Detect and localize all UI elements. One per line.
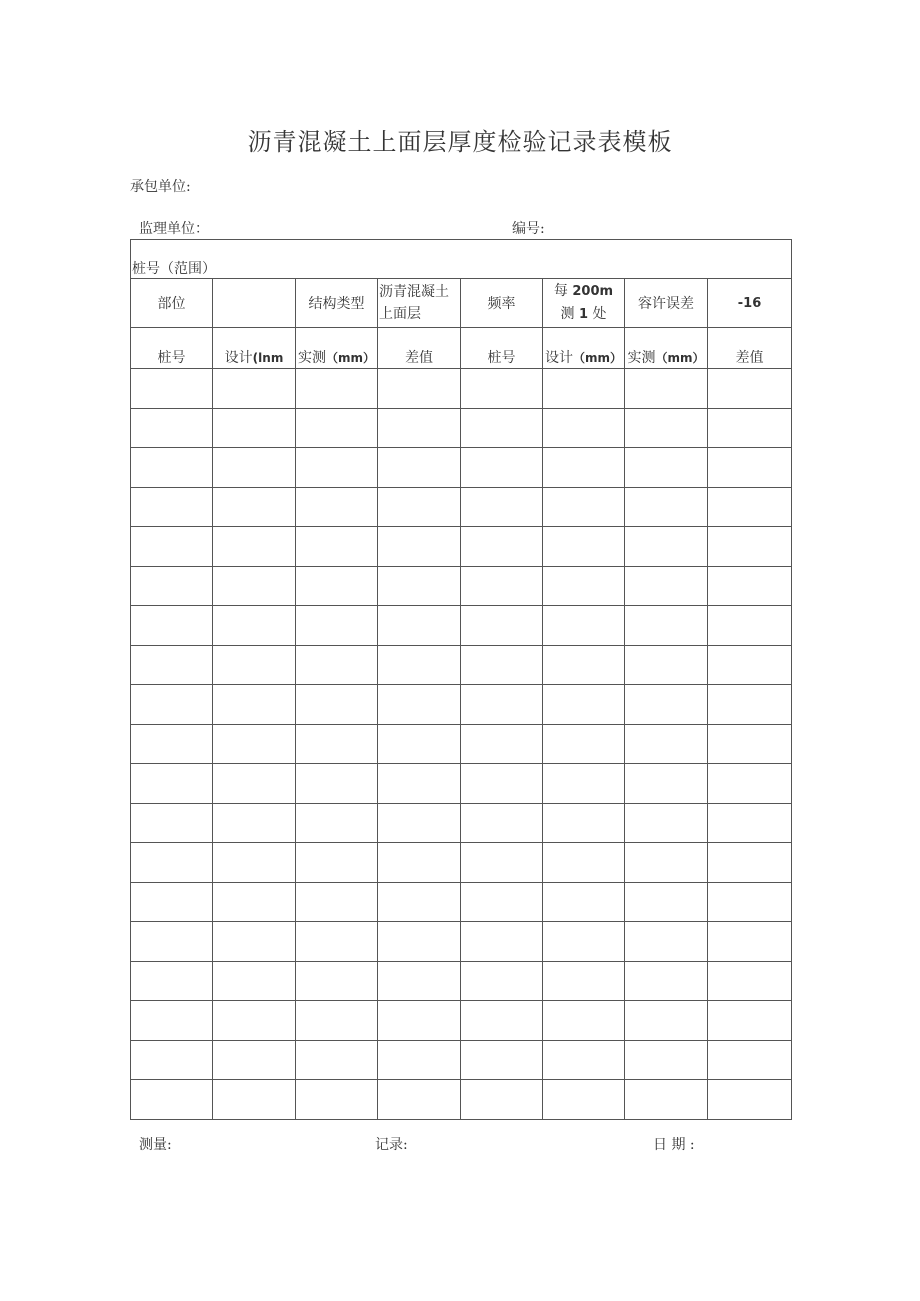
table-cell <box>131 527 213 567</box>
table-cell <box>131 961 213 1001</box>
table-cell <box>296 1040 378 1080</box>
table-cell <box>708 645 792 685</box>
table-cell <box>213 961 296 1001</box>
table-cell <box>461 369 543 409</box>
table-row <box>131 764 792 804</box>
table-cell <box>625 448 708 488</box>
table-cell <box>543 606 625 646</box>
table-cell <box>461 448 543 488</box>
table-cell <box>625 527 708 567</box>
part-label-cell <box>131 279 213 328</box>
table-cell <box>296 961 378 1001</box>
table-row <box>131 724 792 764</box>
table-cell <box>543 487 625 527</box>
table-cell <box>461 961 543 1001</box>
frequency-value-line2: 测 1 处 <box>560 306 607 322</box>
table-cell <box>296 487 378 527</box>
table-cell <box>131 1080 213 1120</box>
table-cell <box>213 487 296 527</box>
table-cell <box>213 369 296 409</box>
table-cell <box>296 566 378 606</box>
table-cell <box>131 566 213 606</box>
table-cell <box>213 1080 296 1120</box>
tolerance-value: -16 <box>737 296 762 311</box>
table-cell <box>543 369 625 409</box>
table-cell <box>378 764 461 804</box>
measure-label: 测量: <box>139 1137 172 1153</box>
range-cell <box>131 240 792 279</box>
table-cell <box>708 1080 792 1120</box>
table-cell <box>625 606 708 646</box>
page-title: 沥青混凝土上面层厚度检验记录表模板 <box>247 128 673 156</box>
table-cell <box>378 527 461 567</box>
table-cell <box>213 685 296 725</box>
table-cell <box>543 803 625 843</box>
table-cell <box>543 685 625 725</box>
table-cell <box>625 487 708 527</box>
table-cell <box>131 1001 213 1041</box>
table-cell <box>461 843 543 883</box>
table-cell <box>708 724 792 764</box>
structure-type-label: 结构类型 <box>308 296 365 312</box>
table-cell <box>543 645 625 685</box>
table-cell <box>296 843 378 883</box>
table-cell <box>378 645 461 685</box>
frequency-label-cell <box>461 279 543 328</box>
table-cell <box>543 764 625 804</box>
table-cell <box>461 764 543 804</box>
col-header-station-1: 桩号 <box>131 328 213 369</box>
table-cell <box>461 527 543 567</box>
table-cell <box>708 843 792 883</box>
table-cell <box>461 724 543 764</box>
table-cell <box>543 448 625 488</box>
table-cell <box>543 882 625 922</box>
structure-value-line1: 沥青混凝土 <box>379 284 449 300</box>
col-header-measured-1: 实测（mm） <box>296 328 378 369</box>
table-cell <box>296 527 378 567</box>
table-cell <box>461 487 543 527</box>
table-cell <box>378 408 461 448</box>
table-row <box>131 685 792 725</box>
table-cell <box>213 408 296 448</box>
table-cell <box>625 408 708 448</box>
table-cell <box>543 961 625 1001</box>
contractor-label: 承包单位: <box>130 179 191 195</box>
table-cell <box>708 408 792 448</box>
table-row <box>131 882 792 922</box>
table-cell <box>131 408 213 448</box>
table-cell <box>378 922 461 962</box>
table-cell <box>543 843 625 883</box>
table-cell <box>213 1040 296 1080</box>
table-cell <box>461 606 543 646</box>
table-cell <box>213 843 296 883</box>
table-cell <box>708 961 792 1001</box>
structure-type-value-cell <box>378 279 461 328</box>
table-cell <box>378 566 461 606</box>
part-label: 部位 <box>157 296 186 312</box>
table-cell <box>708 882 792 922</box>
table-cell <box>461 1001 543 1041</box>
table-cell <box>296 803 378 843</box>
table-cell <box>708 527 792 567</box>
table-cell <box>625 685 708 725</box>
table-cell <box>708 764 792 804</box>
table-cell <box>296 724 378 764</box>
table-cell <box>296 606 378 646</box>
table-cell <box>378 1080 461 1120</box>
table-row <box>131 487 792 527</box>
col-header-difference-1: 差值 <box>378 328 461 369</box>
table-row <box>131 961 792 1001</box>
table-cell <box>625 803 708 843</box>
table-cell <box>213 724 296 764</box>
table-cell <box>708 922 792 962</box>
table-cell <box>213 1001 296 1041</box>
table-row <box>131 448 792 488</box>
table-row <box>131 1080 792 1120</box>
structure-value-line2: 上面层 <box>379 306 421 322</box>
structure-type-label-cell <box>296 279 378 328</box>
table-cell <box>543 408 625 448</box>
range-label: 桩号（范围） <box>132 261 216 277</box>
table-cell <box>708 448 792 488</box>
table-cell <box>378 606 461 646</box>
table-cell <box>378 448 461 488</box>
table-cell <box>625 843 708 883</box>
table-cell <box>296 685 378 725</box>
table-cell <box>296 922 378 962</box>
table-row <box>131 369 792 409</box>
col-header-station-2: 桩号 <box>461 328 543 369</box>
table-cell <box>708 1040 792 1080</box>
table-row <box>131 803 792 843</box>
table-row <box>131 645 792 685</box>
table-cell <box>296 408 378 448</box>
table-cell <box>378 843 461 883</box>
record-label: 记录: <box>375 1137 408 1153</box>
table-cell <box>131 764 213 804</box>
table-row <box>131 408 792 448</box>
table-cell <box>708 803 792 843</box>
inspection-table <box>130 239 791 1118</box>
table-cell <box>708 606 792 646</box>
table-cell <box>708 369 792 409</box>
col-header-design-1: 设计(lnm <box>213 328 296 369</box>
table-cell <box>131 685 213 725</box>
tolerance-value-cell <box>708 279 792 328</box>
table-cell <box>131 803 213 843</box>
table-cell <box>625 922 708 962</box>
table-cell <box>131 882 213 922</box>
table-cell <box>543 922 625 962</box>
table-cell <box>543 1040 625 1080</box>
table-cell <box>625 1001 708 1041</box>
table-row <box>131 1040 792 1080</box>
table-row <box>131 922 792 962</box>
table-cell <box>296 369 378 409</box>
tolerance-label-cell <box>625 279 708 328</box>
table-cell <box>543 1001 625 1041</box>
table-row <box>131 606 792 646</box>
table-cell <box>543 1080 625 1120</box>
table-cell <box>296 448 378 488</box>
table-row <box>131 527 792 567</box>
table-cell <box>131 843 213 883</box>
table-cell <box>378 882 461 922</box>
table-cell <box>213 448 296 488</box>
table-cell <box>378 685 461 725</box>
table-cell <box>625 764 708 804</box>
table-cell <box>131 448 213 488</box>
table-cell <box>213 764 296 804</box>
table-cell <box>625 724 708 764</box>
date-label: 日 期 : <box>653 1137 695 1153</box>
table-cell <box>625 645 708 685</box>
table-cell <box>461 1080 543 1120</box>
table-cell <box>708 1001 792 1041</box>
part-value-cell <box>213 279 296 328</box>
table-row <box>131 1001 792 1041</box>
table-cell <box>296 882 378 922</box>
table-cell <box>461 408 543 448</box>
table-cell <box>461 645 543 685</box>
frequency-value-cell <box>543 279 625 328</box>
table-cell <box>213 882 296 922</box>
table-cell <box>131 724 213 764</box>
table-cell <box>296 1080 378 1120</box>
table-cell <box>625 566 708 606</box>
table-cell <box>213 645 296 685</box>
table-cell <box>625 1040 708 1080</box>
table-row <box>131 566 792 606</box>
table-cell <box>131 922 213 962</box>
table-cell <box>625 882 708 922</box>
table-cell <box>461 566 543 606</box>
table-cell <box>296 764 378 804</box>
col-header-difference-2: 差值 <box>708 328 792 369</box>
table-cell <box>625 369 708 409</box>
table-cell <box>378 803 461 843</box>
table-cell <box>708 566 792 606</box>
table-cell <box>461 882 543 922</box>
table-cell <box>131 645 213 685</box>
tolerance-label: 容许误差 <box>638 296 694 312</box>
table-cell <box>296 645 378 685</box>
table-cell <box>213 803 296 843</box>
table-row <box>131 843 792 883</box>
supervisor-label: 监理单位： <box>139 221 209 237</box>
table-cell <box>461 685 543 725</box>
table-cell <box>213 527 296 567</box>
frequency-value-line1: 每 200m <box>553 283 614 299</box>
table-cell <box>378 487 461 527</box>
table-cell <box>378 369 461 409</box>
table-cell <box>625 961 708 1001</box>
table-cell <box>543 527 625 567</box>
table-cell <box>131 1040 213 1080</box>
table-cell <box>543 566 625 606</box>
table-cell <box>131 487 213 527</box>
frequency-label: 频率 <box>487 296 516 312</box>
number-label: 编号: <box>512 221 545 237</box>
col-header-design-2: 设计（mm） <box>543 328 625 369</box>
table-cell <box>378 1001 461 1041</box>
table-cell <box>213 922 296 962</box>
table-cell <box>131 369 213 409</box>
table-cell <box>461 803 543 843</box>
col-header-measured-2: 实测（mm） <box>625 328 708 369</box>
table-cell <box>708 685 792 725</box>
table-cell <box>461 922 543 962</box>
table-cell <box>461 1040 543 1080</box>
table-cell <box>543 724 625 764</box>
table-cell <box>378 961 461 1001</box>
table-cell <box>625 1080 708 1120</box>
table-cell <box>296 1001 378 1041</box>
table-cell <box>213 566 296 606</box>
table-cell <box>708 487 792 527</box>
table-cell <box>131 606 213 646</box>
table-cell <box>378 1040 461 1080</box>
table-cell <box>213 606 296 646</box>
table-cell <box>378 724 461 764</box>
